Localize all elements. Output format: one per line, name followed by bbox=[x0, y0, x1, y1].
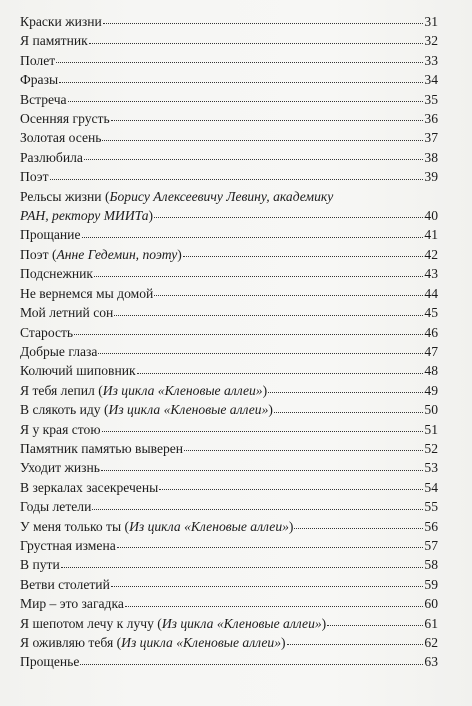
toc-entry bbox=[20, 497, 438, 516]
dot-leader bbox=[268, 392, 423, 393]
dot-leader bbox=[94, 276, 423, 277]
toc-entry bbox=[20, 652, 438, 671]
toc-entry-page: 56 bbox=[424, 518, 438, 534]
toc-entry-page: 52 bbox=[424, 440, 438, 456]
toc-entry-close-paren: ) bbox=[177, 246, 182, 262]
toc-entry-page: 41 bbox=[424, 227, 438, 243]
toc-entry-page: 62 bbox=[424, 635, 438, 650]
toc-entry-page: 47 bbox=[424, 343, 438, 359]
toc-entry-page: 50 bbox=[424, 402, 438, 418]
toc-entry-page: 51 bbox=[424, 421, 438, 437]
toc-entry-page: 48 bbox=[424, 363, 438, 379]
toc-entry bbox=[20, 51, 438, 70]
toc-entry-page: 55 bbox=[424, 499, 438, 515]
toc-entry-cycle: Из цикла «Кленовые аллеи» bbox=[102, 382, 263, 398]
toc-entry-page: 36 bbox=[424, 111, 438, 127]
toc-entry-page: 42 bbox=[424, 246, 438, 262]
toc-entry bbox=[20, 284, 438, 303]
toc-entry-title: Подснежник bbox=[20, 266, 94, 282]
toc-entry-title: Я у края стою bbox=[20, 421, 101, 437]
toc-entry-cycle: Из цикла «Кленовые аллеи» bbox=[161, 615, 322, 631]
toc-entry bbox=[20, 400, 438, 419]
toc-entry-title: Полет bbox=[20, 52, 56, 68]
toc-entry-cycle: Из цикла «Кленовые аллеи» bbox=[121, 635, 282, 650]
toc-entry-title-group bbox=[20, 245, 182, 264]
dot-leader bbox=[102, 140, 423, 141]
toc-entry-close-paren: ) bbox=[268, 402, 273, 418]
toc-entry-page: 40 bbox=[424, 208, 438, 224]
toc-entry bbox=[20, 167, 438, 186]
toc-entry-title-group bbox=[20, 381, 267, 400]
toc-entry-title: Добрые глаза bbox=[20, 343, 98, 359]
toc-entry-title-group bbox=[20, 633, 286, 652]
toc-entry-title: Прощенье bbox=[20, 654, 80, 670]
dot-leader bbox=[74, 334, 423, 335]
toc-entry-title: Осенняя грусть bbox=[20, 111, 110, 127]
toc-entry bbox=[20, 381, 438, 400]
toc-entry-page: 58 bbox=[424, 557, 438, 573]
toc-entry-page: 37 bbox=[424, 130, 438, 146]
toc-entry-cycle: Из цикла «Кленовые аллеи» bbox=[108, 402, 269, 418]
toc-entry-page: 54 bbox=[424, 479, 438, 495]
toc-entry-close-paren: ) bbox=[288, 518, 294, 534]
toc-entry-title: Ветви столетий bbox=[20, 576, 110, 592]
toc-entry-page: 34 bbox=[424, 72, 438, 88]
toc-entry-title: В пути bbox=[20, 557, 60, 573]
dot-leader bbox=[154, 217, 423, 218]
toc-entry bbox=[20, 148, 438, 167]
toc-entry-title: Уходит жизнь bbox=[20, 460, 100, 476]
dot-leader bbox=[159, 489, 423, 490]
dot-leader bbox=[68, 101, 424, 102]
toc-entry-dedication: Анне Гедемин, поэту bbox=[56, 246, 178, 262]
toc-entry bbox=[20, 575, 438, 594]
toc-entry-page: 32 bbox=[424, 33, 438, 49]
dot-leader bbox=[137, 373, 424, 374]
toc-entry-page: 39 bbox=[424, 169, 438, 185]
toc-entry bbox=[20, 187, 438, 226]
toc-entry-page: 57 bbox=[424, 537, 438, 553]
toc-entry bbox=[20, 225, 438, 244]
dot-leader bbox=[61, 567, 424, 568]
dot-leader bbox=[84, 159, 423, 160]
toc-entry bbox=[20, 90, 438, 109]
toc-entry bbox=[20, 264, 438, 283]
toc-entry bbox=[20, 342, 438, 361]
toc-entry-title: Я памятник bbox=[20, 33, 88, 49]
toc-entry-title-group bbox=[20, 400, 273, 419]
dot-leader bbox=[102, 431, 424, 432]
toc-entry-title: Я тебя лепил ( bbox=[20, 382, 103, 398]
toc-entry bbox=[20, 458, 438, 477]
toc-entry-page: 59 bbox=[424, 576, 438, 592]
toc-entry bbox=[20, 323, 438, 342]
toc-entry-cycle: Из цикла «Кленовые аллеи» bbox=[129, 518, 289, 534]
toc-entry-title-line2 bbox=[20, 206, 438, 225]
toc-entry bbox=[20, 303, 438, 322]
dot-leader bbox=[92, 509, 423, 510]
toc-entry-title: Мой летний сон bbox=[20, 305, 114, 321]
toc-entry bbox=[20, 517, 438, 536]
toc-entry-page: 33 bbox=[424, 52, 438, 68]
toc-entry-title: Поэт bbox=[20, 169, 49, 185]
toc-entry-page: 43 bbox=[424, 266, 438, 282]
dot-leader bbox=[98, 353, 423, 354]
toc-entry-page: 44 bbox=[424, 285, 438, 301]
toc-entry-title: Колючий шиповник bbox=[20, 363, 136, 379]
toc-entry-title-line1 bbox=[20, 187, 438, 206]
toc-entry-title: В зеркалах засекречены bbox=[20, 479, 159, 495]
toc-entry bbox=[20, 31, 438, 50]
toc-entry-dedication: Борису Алексеевичу Левину, академику bbox=[109, 188, 334, 204]
dot-leader bbox=[111, 120, 424, 121]
dot-leader bbox=[117, 547, 424, 548]
toc-entry-title: Годы летели bbox=[20, 499, 92, 515]
toc-entry-title: Поэт ( bbox=[20, 246, 57, 262]
toc-entry bbox=[20, 536, 438, 555]
toc-entry bbox=[20, 128, 438, 147]
dot-leader bbox=[184, 450, 423, 451]
dot-leader bbox=[111, 586, 424, 587]
toc-entry bbox=[20, 361, 438, 380]
dot-leader bbox=[80, 664, 423, 665]
dot-leader bbox=[125, 606, 424, 607]
toc-entry bbox=[20, 70, 438, 89]
toc-entry-title: Грустная измена bbox=[20, 537, 116, 553]
dot-leader bbox=[50, 179, 424, 180]
toc-entry-page: 38 bbox=[424, 149, 438, 165]
dot-leader bbox=[56, 62, 423, 63]
toc-entry-page: 61 bbox=[424, 615, 438, 631]
toc-entry-page: 31 bbox=[424, 14, 438, 29]
toc-entry bbox=[20, 614, 438, 633]
toc-entry bbox=[20, 439, 438, 458]
toc-entry-title: Разлюбила bbox=[20, 149, 83, 165]
dot-leader bbox=[89, 43, 424, 44]
toc-entry-title: Мир – это загадка bbox=[20, 596, 124, 612]
dot-leader bbox=[183, 256, 424, 257]
toc-entry-close-paren: ) bbox=[262, 382, 268, 398]
toc-entry-title: Памятник памятью выверен bbox=[20, 440, 184, 456]
toc-entry-close-paren: ) bbox=[281, 635, 286, 650]
dot-leader bbox=[114, 315, 423, 316]
dot-leader bbox=[59, 82, 423, 83]
toc-entry-dedication-cont: РАН, ректору МИИТа bbox=[20, 208, 149, 224]
dot-leader bbox=[327, 625, 423, 626]
toc-entry-title: Рельсы жизни ( bbox=[20, 188, 110, 204]
dot-leader bbox=[287, 644, 424, 645]
dot-leader bbox=[101, 470, 423, 471]
dot-leader bbox=[103, 23, 424, 24]
toc-entry bbox=[20, 478, 438, 497]
toc-entry bbox=[20, 420, 438, 439]
toc-entry bbox=[20, 555, 438, 574]
toc-entry-close-paren: ) bbox=[321, 615, 327, 631]
toc-entry-title: Я шепотом лечу к лучу ( bbox=[20, 615, 162, 631]
toc-entry bbox=[20, 594, 438, 613]
toc-entry-page: 46 bbox=[424, 324, 438, 340]
dot-leader bbox=[154, 295, 423, 296]
toc-entry-page: 35 bbox=[424, 91, 438, 107]
toc-entry-title: Встреча bbox=[20, 91, 67, 107]
toc-entry-title-group bbox=[20, 614, 326, 633]
dot-leader bbox=[294, 528, 423, 529]
dot-leader bbox=[82, 237, 424, 238]
toc-entry-title: Краски жизни bbox=[20, 14, 102, 29]
toc-entry-title: Старость bbox=[20, 324, 74, 340]
toc-entry-title-cont bbox=[20, 206, 153, 225]
toc-entry-title: Не вернемся мы домой bbox=[20, 285, 154, 301]
toc-entry-page: 45 bbox=[424, 305, 438, 321]
table-of-contents bbox=[20, 12, 438, 672]
toc-entry-title: У меня только ты ( bbox=[20, 518, 130, 534]
toc-entry-page: 60 bbox=[424, 596, 438, 612]
toc-entry bbox=[20, 633, 438, 652]
toc-entry bbox=[20, 12, 438, 31]
toc-entry-page: 63 bbox=[424, 654, 438, 670]
toc-entry-title: Золотая осень bbox=[20, 130, 102, 146]
toc-entry-title: Я оживляю тебя ( bbox=[20, 635, 122, 650]
dot-leader bbox=[274, 412, 423, 413]
toc-entry bbox=[20, 109, 438, 128]
toc-entry-close-paren: ) bbox=[148, 208, 154, 224]
toc-entry bbox=[20, 245, 438, 264]
toc-entry-title-group bbox=[20, 517, 293, 536]
toc-entry-title: Прощание bbox=[20, 227, 81, 243]
toc-entry-title: Фразы bbox=[20, 72, 59, 88]
toc-entry-page: 49 bbox=[424, 382, 438, 398]
toc-entry-page: 53 bbox=[424, 460, 438, 476]
toc-entry-title: В слякоть иду ( bbox=[20, 402, 109, 418]
